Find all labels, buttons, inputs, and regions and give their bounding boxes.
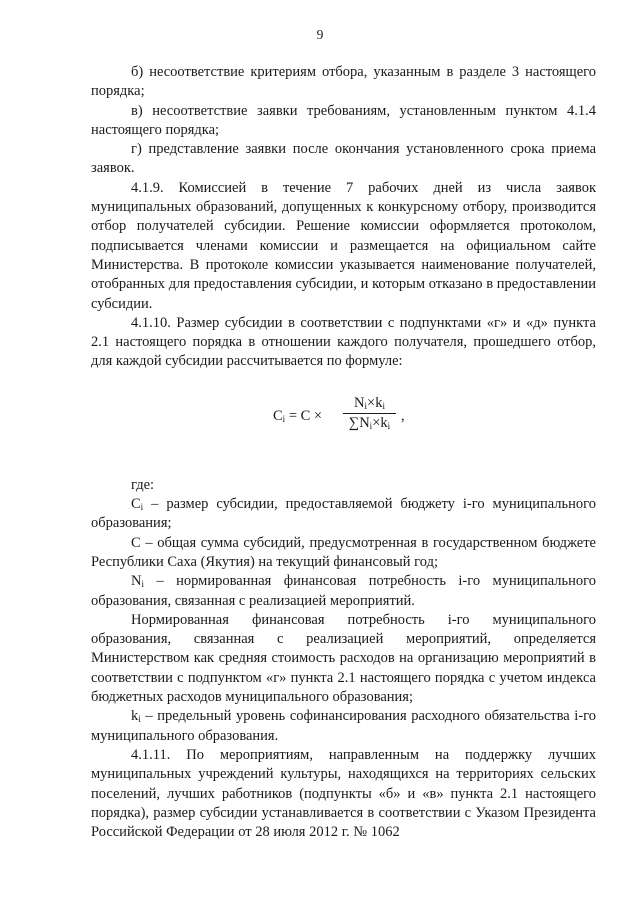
definition-ki: $k_i$ – предельный уровень софинансирования расходного обязательства i-го муниципального образования. [91, 708, 596, 744]
paragraph-criteria-mismatch: б) несоответствие критериям отбора, указанным в разделе 3 настоящего порядка; [91, 64, 596, 100]
definition-c: С – общая сумма субсидий, предусмотренная в государственном бюджете Республики Саха (Якутия) на текущий финансовый год; [91, 534, 596, 570]
subsidy-formula [91, 395, 596, 433]
paragraph-application-mismatch: в) несоответствие заявки требованиям, установленным пунктом 4.1.4 настоящего порядка; [91, 102, 596, 138]
paragraph-4-1-10: 4.1.10. Размер субсидии в соответствии с подпунктами «г» и «д» пункта 2.1 настоящего порядка в отношении каждого получателя, прошедшего отбор, для каждой субсидии рассчитывается по формуле: [91, 314, 596, 370]
formula-lhs: $C_i = C$ × [273, 407, 323, 424]
formula-numerator: $N_i\times k_i$ [343, 395, 396, 414]
definition-ni: $N_i$ – нормированная финансовая потребность i-го муниципального образования, связанная с реализацией мероприятий. [91, 573, 596, 609]
document-body [91, 63, 596, 842]
paragraph-normalized-need: Нормированная финансовая потребность i-го муниципального образования, связанная с реализацией мероприятий, определяется Министерством как средняя стоимость расходов на организацию мероприятий в соответствии с подпунктом «г» пункта 2.1 настоящего порядка с учетом индекса бюджетных расходов муниципального образования; [91, 611, 596, 706]
paragraph-4-1-11: 4.1.11. По мероприятиям, направленным на поддержку лучших муниципальных учреждений культуры, находящихся на территориях сельских поселений, лучших работников (подпункты «б» и «в» пункта 2.1 настоящего порядка), размер субсидии устанавливается в соответствии с Указом Президента Российской Федерации от 28 июля 2012 г. № 1062 [91, 746, 596, 841]
formula-denominator: $\sum N_i\times k_i$ [348, 414, 391, 431]
formula-fraction [343, 395, 396, 432]
formula-comma: , [401, 407, 405, 424]
definition-ci: $C_i$ – размер субсидии, предоставляемой бюджету i-го муниципального образования; [91, 496, 596, 532]
page-number: 9 [316, 27, 324, 42]
paragraph-4-1-9: 4.1.9. Комиссией в течение 7 рабочих дней из числа заявок муниципальных образований, допущенных к конкурсному отбору, производится отбор получателей субсидии. Решение комиссии оформляется протоколом, подписывается членами комиссии и размещается на официальном сайте Министерства. В протоколе комиссии указывается наименование получателей, отобранных для предоставления субсидии, и которым отказано в предоставлении субсидии. [91, 179, 596, 312]
paragraph-late-application: г) представление заявки после окончания установленного срока приема заявок. [91, 141, 596, 177]
where-label: где: [131, 476, 155, 493]
